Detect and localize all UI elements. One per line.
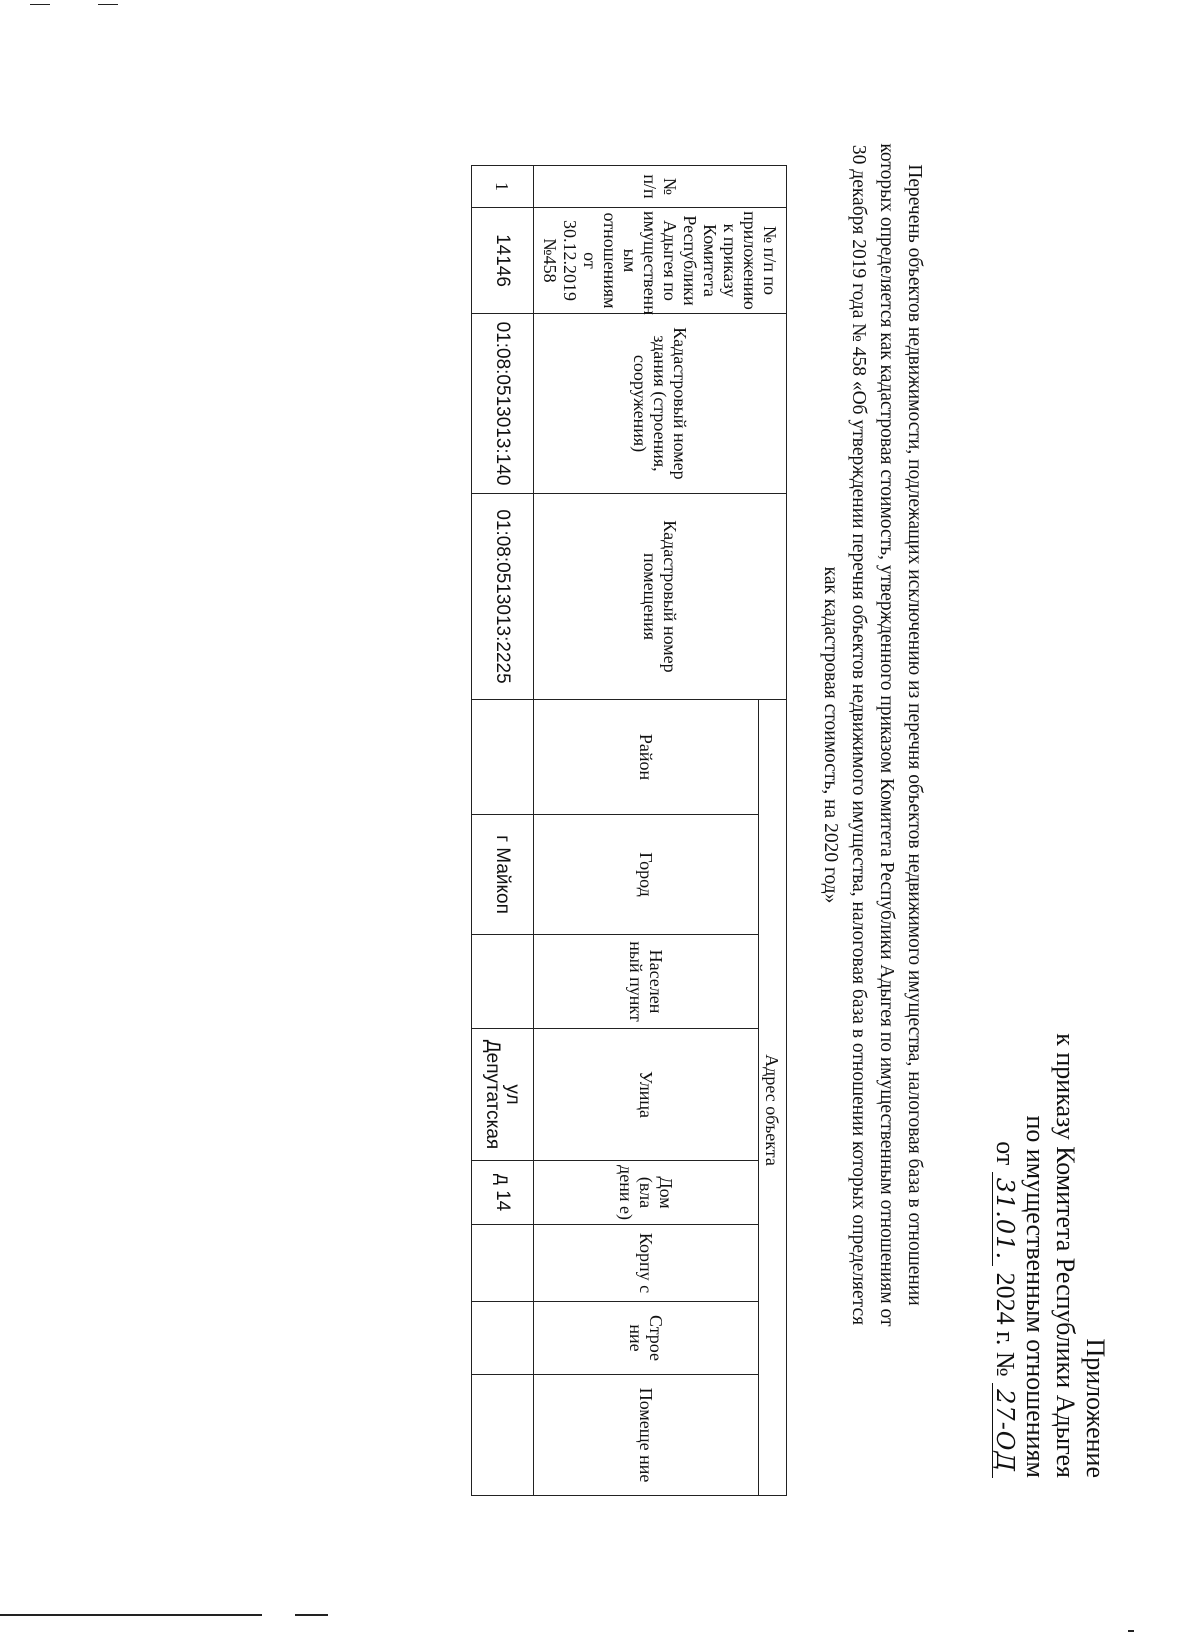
header-structure: Строе ние [534,1302,759,1375]
handwritten-number: 27-ОД [992,1383,1017,1478]
cell-settlement [472,935,534,1029]
cell-room [472,1375,534,1496]
cell-premise-cadastral: 01:08:0513013:2225 [472,494,534,700]
header-city: Город [534,815,759,935]
appendix-line-2: к приказу Комитета Республики Адыгея [1051,1033,1080,1478]
appendix-title: Приложение [1081,1338,1110,1478]
header-district: Район [534,700,759,815]
year-text: 2024 г. № [991,1272,1020,1377]
cell-num: 1 [472,166,534,208]
header-room: Помеще ние [534,1375,759,1496]
header-row-1 [759,166,787,1496]
handwritten-date: 31.01. [992,1172,1017,1266]
header-house: Дом (вла дени е) [534,1161,759,1225]
header-building: Корпу с [534,1225,759,1302]
cell-building-cadastral: 01:08:0513013:140 [472,314,534,494]
header-appendix-num: № п/п по приложению к приказу Комитета Республики Адыгея по имущественн ым отношениям от 30.12.2019 №458 [534,208,787,314]
header-street: Улица [534,1029,759,1161]
cell-district [472,700,534,815]
appendix-header [990,658,1110,1478]
cell-city: г Майкоп [472,815,534,935]
cell-house: д 14 [472,1161,534,1225]
cell-street: ул Депутатская [472,1029,534,1161]
appendix-line-3: по имущественным отношениям [1021,1115,1050,1478]
table-row [472,166,534,1496]
appendix-date-line [990,658,1020,1478]
cell-building [472,1225,534,1302]
header-settlement: Населен ный пункт [534,935,759,1029]
objects-table [471,165,787,1496]
header-address-group: Адрес объекта [759,700,787,1496]
header-building-cadastral: Кадастровый номер здания (строения, сооружения) [534,314,787,494]
header-num: № п/п [534,166,787,208]
header-premise-cadastral: Кадастровый номер помещения [534,494,787,700]
cell-appendix-num: 14146 [472,208,534,314]
cell-structure [472,1302,534,1375]
intro-paragraph: Перечень объектов недвижимости, подлежащих исключению из перечня объектов недвижимого имущества, налоговая база в отношении которых определяется как кадастровая стоимость, утвержденного приказом Комитета Республики Адыгея по имущественным отношениям от 30 декабря 2019 года № 458 «Об утверждении перечня объектов недвижимого имущества, налоговая база в отношении которых определяется как кадастровая стоимость, на 2020 год» [820,143,925,1327]
date-prefix: от [991,1141,1020,1166]
